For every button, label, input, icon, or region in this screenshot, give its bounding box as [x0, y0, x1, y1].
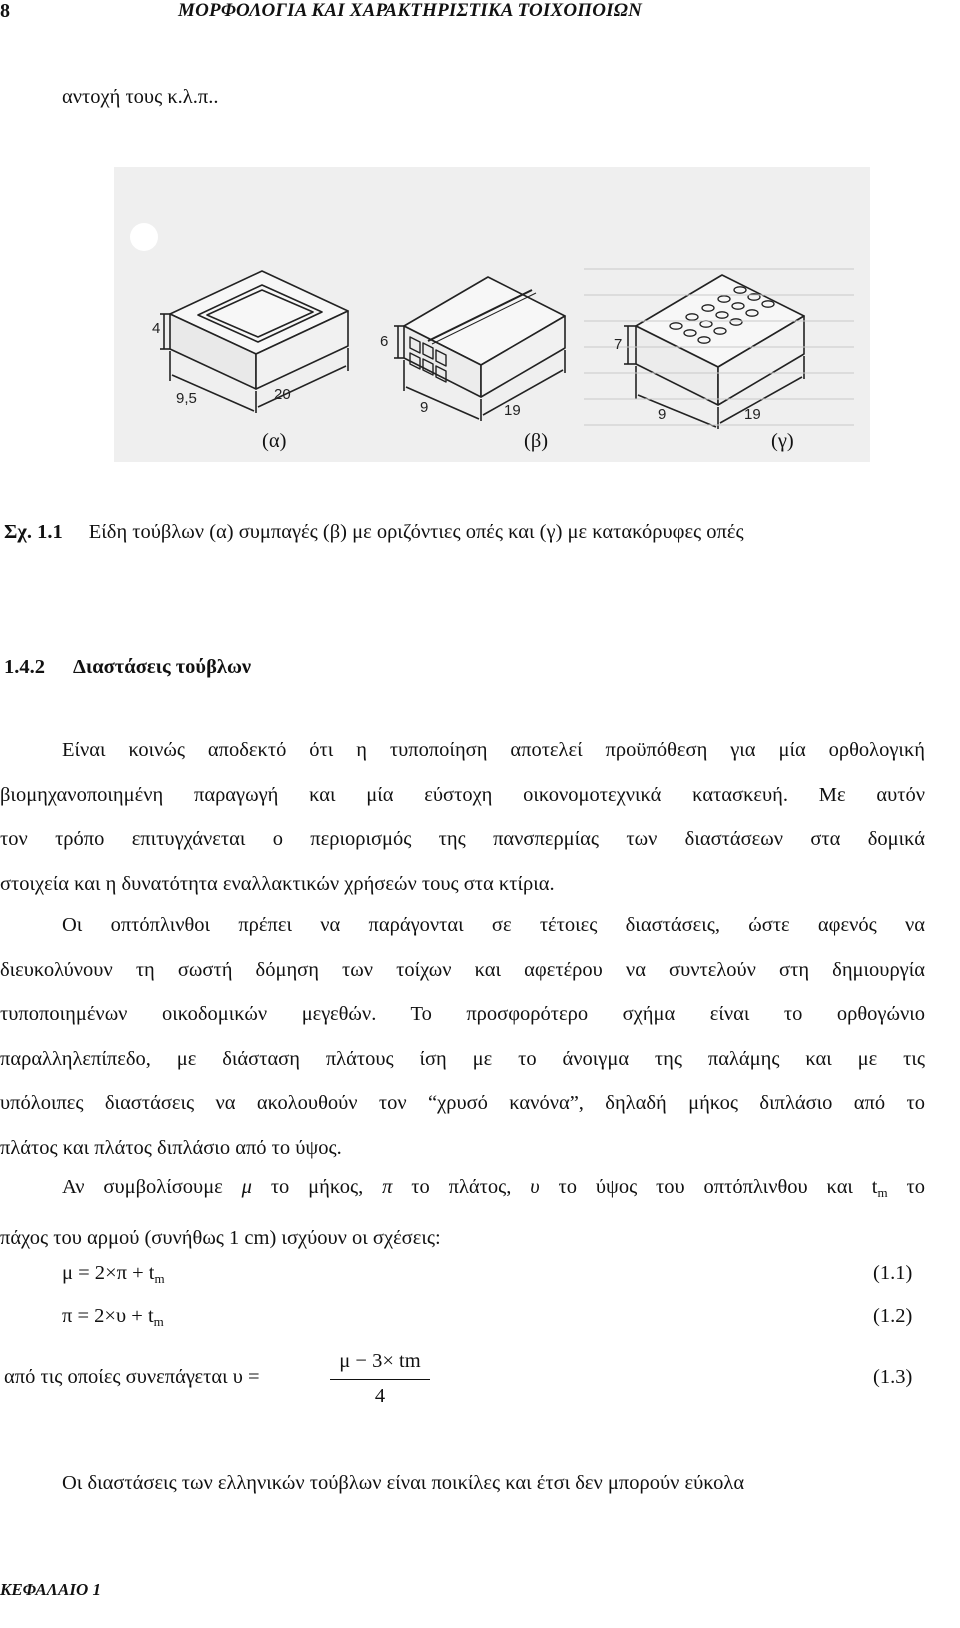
symbol-upsilon: υ: [530, 1176, 540, 1198]
equation-2-number: (1.2): [873, 1305, 913, 1327]
eq2-times: ×: [104, 1305, 116, 1327]
equation-3-number: (1.3): [873, 1366, 913, 1388]
p3-text: Αν συμβολίσουμε: [62, 1176, 242, 1198]
eq3-num-b: tm: [393, 1350, 421, 1372]
paragraph-2-line: πλάτος και πλάτος διπλάσιο από το ύψος.: [0, 1136, 342, 1159]
figure-label-b: (β): [524, 430, 549, 452]
paragraph-2-line: υπόλοιπες διαστάσεις να ακολουθούν τον “χρυσό κανόνα”, δηλαδή μήκος διπλάσιο από το: [0, 1092, 925, 1114]
eq1-sub: m: [154, 1271, 165, 1286]
eq3-denominator: 4: [374, 1385, 386, 1407]
dim-b-width: 9: [420, 399, 429, 416]
eq3-num-a: μ − 3: [339, 1350, 383, 1372]
dim-b-length: 19: [504, 402, 521, 419]
brick-drawings: [114, 167, 870, 462]
page-number: 8: [0, 0, 10, 22]
caption-text: Είδη τούβλων (α) συμπαγές (β) με οριζόντιες οπές και (γ) με κατακόρυφες οπές: [88, 521, 744, 543]
chapter-footer: ΚΕΦΑΛΑΙΟ 1: [0, 1580, 102, 1599]
caption-label: Σχ. 1.1: [4, 521, 63, 543]
p3-text: το μήκος,: [251, 1176, 383, 1198]
intro-line: αντοχή τους κ.λ.π..: [62, 86, 219, 108]
dim-c-height: 7: [614, 336, 623, 353]
equation-3-fraction: [330, 1350, 430, 1408]
paragraph-1-line: βιομηχανοποιημένη παραγωγή και μία εύστοχη οικονομοτεχνικά κατασκευή. Με αυτόν: [0, 783, 925, 806]
paragraph-1-line: Είναι κοινώς αποδεκτό ότι η τυποποίηση αποτελεί προϋπόθεση για μία ορθολογική: [62, 739, 925, 761]
dim-c-length: 19: [744, 406, 761, 423]
paragraph-1-line: στοιχεία και η δυνατότητα εναλλακτικών χρήσεών τους στα κτίρια.: [0, 872, 555, 895]
dim-a-width: 9,5: [176, 390, 197, 407]
figure-label-a: (α): [262, 430, 287, 452]
symbol-mu: μ: [241, 1176, 252, 1198]
paragraph-2-line: παραλληλεπίπεδο, με διάσταση πλάτους ίση με το άνοιγμα της παλάμης και με τις: [0, 1047, 925, 1070]
paragraph-1-line: τον τρόπο επιτυγχάνεται ο περιορισμός της πανσπερμίας των διαστάσεων στα δομικά: [0, 828, 925, 850]
figure-label-c: (γ): [771, 430, 794, 452]
p3-text: το πλάτος,: [392, 1176, 531, 1198]
eq3-numerator: [330, 1350, 430, 1380]
eq3-times: ×: [382, 1350, 394, 1372]
equation-1: [62, 1262, 165, 1287]
brick-vertical-holes: [624, 275, 804, 429]
figure-caption: [4, 521, 744, 544]
subscript-m: m: [877, 1185, 888, 1200]
eq1-rest: π + t: [116, 1262, 155, 1284]
eq2-lhs: π = 2: [62, 1305, 105, 1327]
paragraph-2-line: διευκολύνουν τη σωστή δόμηση των τοίχων και αφετέρου να συντελούν στη δημιουργία: [0, 958, 925, 981]
paragraph-2-line: Οι οπτόπλινθοι πρέπει να παράγονται σε τέτοιες διαστάσεις, ώστε αφενός να: [62, 914, 925, 936]
eq1-times: ×: [105, 1262, 117, 1284]
equation-1-number: (1.1): [873, 1262, 913, 1284]
p3-text: το: [887, 1176, 925, 1198]
paragraph-3: [0, 1165, 925, 1260]
paragraph-3-line-1: [0, 1165, 925, 1216]
eq1-lhs: μ = 2: [62, 1262, 106, 1284]
dim-a-length: 20: [274, 386, 291, 403]
running-title: ΜΟΡΦΟΛΟΓΙΑ ΚΑΙ ΧΑΡΑΚΤΗΡΙΣΤΙΚΑ ΤΟΙΧΟΠΟΙΩΝ: [178, 0, 643, 21]
brick-types-figure: [114, 167, 870, 462]
dim-c-width: 9: [658, 406, 667, 423]
eq2-sub: m: [153, 1314, 164, 1329]
p3-text: το ύψος του οπτόπλινθου και t: [539, 1176, 878, 1198]
closing-line: Οι διαστάσεις των ελληνικών τούβλων είναι ποικίλες και έτσι δεν μπορούν εύκολα: [62, 1472, 745, 1494]
paragraph-1: [0, 728, 925, 906]
section-number: 1.4.2: [4, 656, 45, 678]
equation-2: [62, 1305, 164, 1330]
paragraph-2-line: τυποποιημένων οικοδομικών μεγεθών. Το προσφορότερο σχήμα είναι το ορθογώνιο: [0, 1003, 925, 1025]
equation-3-prefix: από τις οποίες συνεπάγεται υ =: [4, 1366, 260, 1388]
symbol-pi: π: [382, 1176, 393, 1198]
paragraph-2: [0, 903, 925, 1170]
section-heading: [4, 656, 251, 679]
dim-a-height: 4: [152, 320, 161, 337]
section-title: Διαστάσεις τούβλων: [73, 656, 252, 678]
eq2-rest: υ + t: [115, 1305, 154, 1327]
dim-b-height: 6: [380, 333, 389, 350]
paragraph-3-line-2: πάχος του αρμού (συνήθως 1 cm) ισχύουν οι σχέσεις:: [0, 1226, 441, 1249]
